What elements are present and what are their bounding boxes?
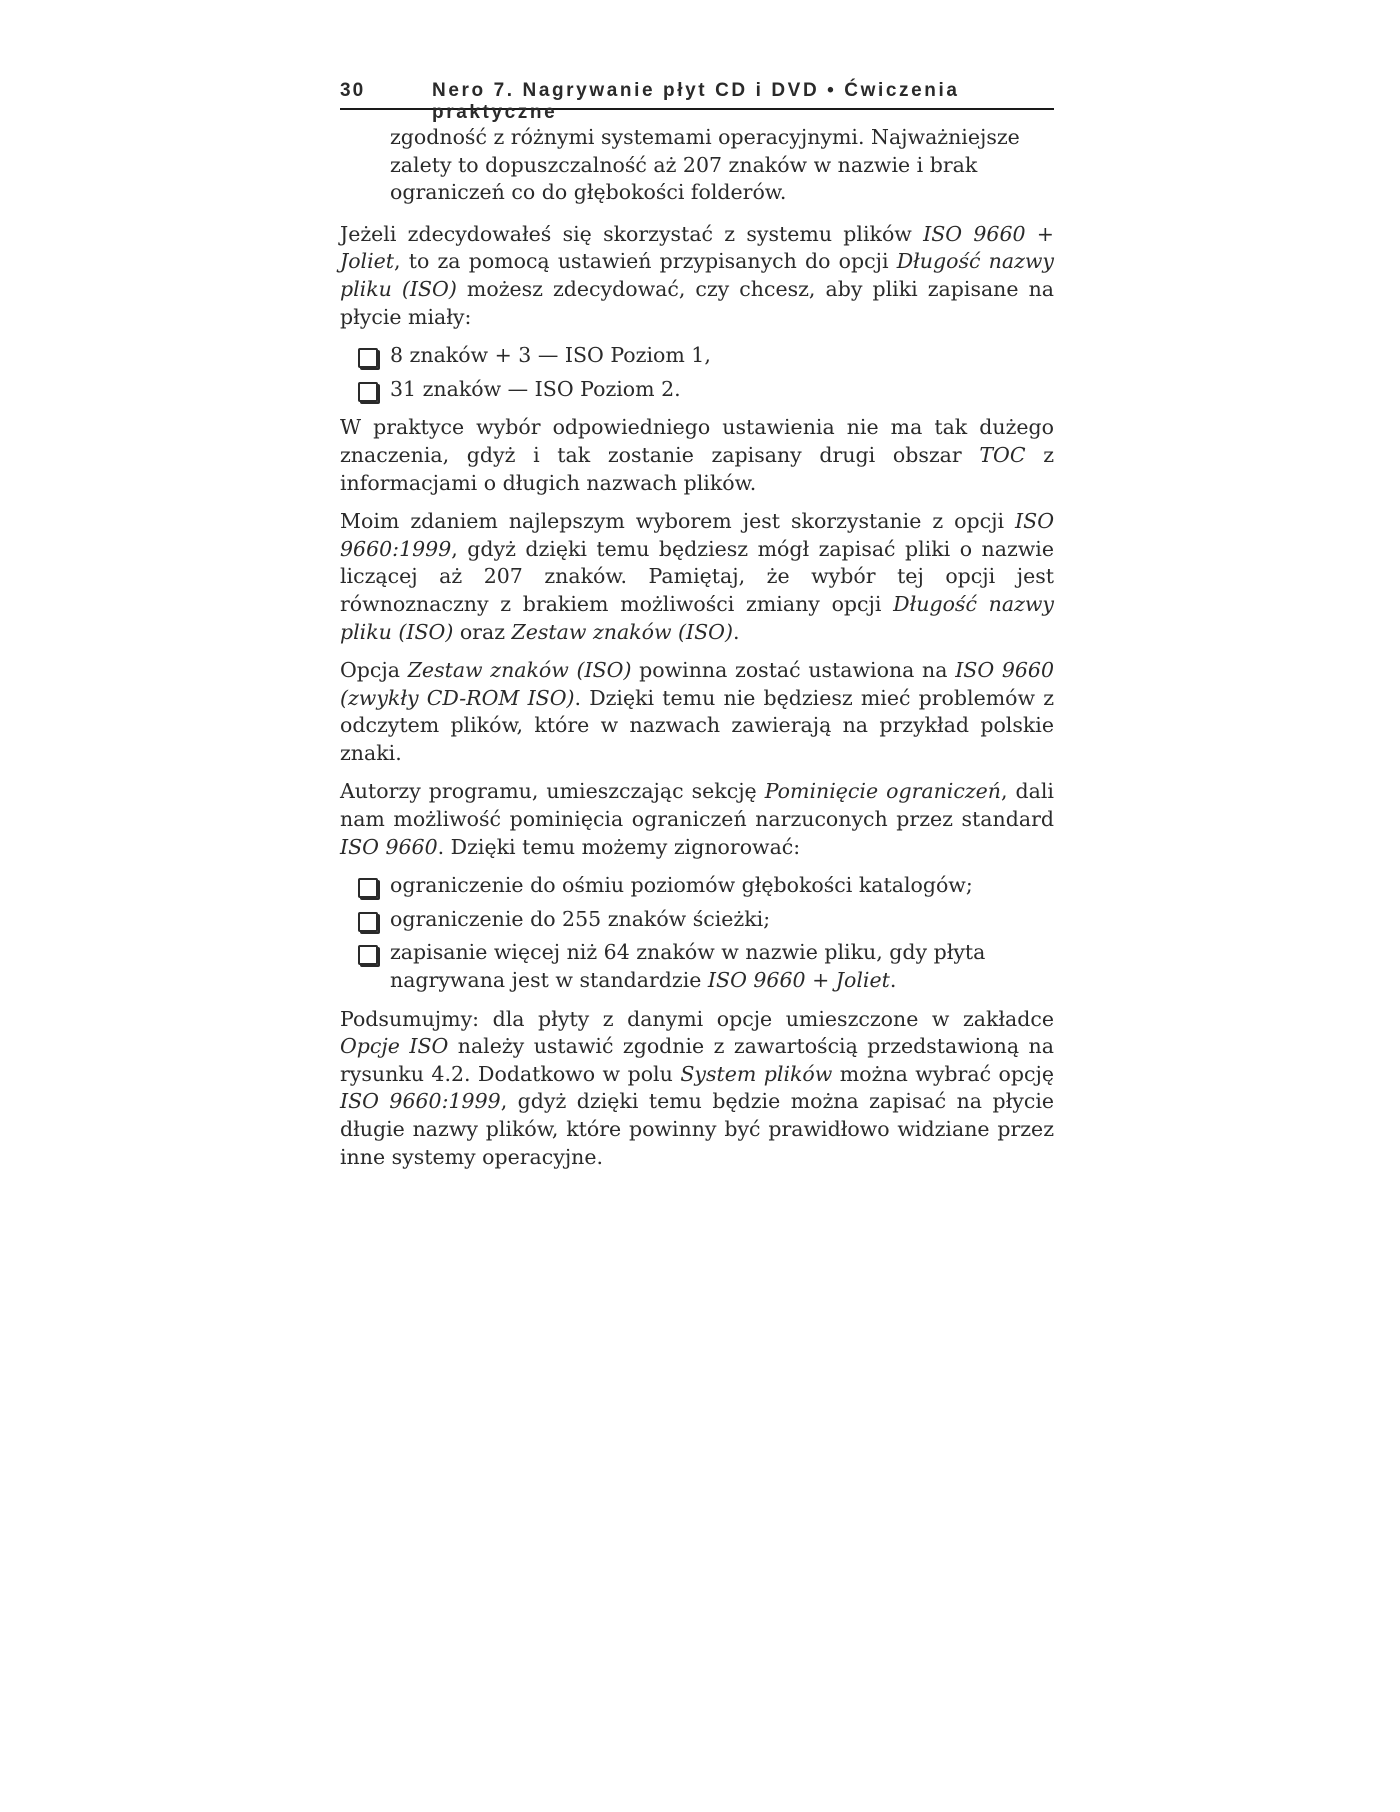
list-item-text: ograniczenie do ośmiu poziomów głębokości katalogów;: [390, 873, 973, 898]
paragraph-charset: [340, 657, 1054, 767]
text-run: Autorzy programu, umieszczając sekcję: [340, 779, 765, 804]
italic-term: ISO 9660 (zwykły CD-ROM ISO): [340, 658, 1054, 710]
checkbox-bullet-icon: [358, 878, 378, 898]
paragraph-file-system: [340, 221, 1054, 331]
running-title: Nero 7. Nagrywanie płyt CD i DVD • Ćwiczenia praktyczne: [432, 80, 960, 123]
paragraph-authors: [340, 778, 1054, 861]
paragraph-opinion: [340, 508, 1054, 646]
text-run: , to za pomocą ustawień przypisanych do opcji: [394, 249, 897, 274]
text-run: należy ustawić zgodnie z zawartością przedstawioną na rysunku 4.2. Dodatkowo w polu: [340, 1034, 1054, 1086]
list-item: [340, 906, 1054, 934]
italic-term: ISO 9660: [340, 834, 438, 859]
text-run: .: [732, 619, 740, 644]
checkbox-bullet-icon: [358, 945, 378, 965]
italic-term: Długość nazwy pliku (ISO): [340, 249, 1055, 301]
text-run: oraz: [453, 619, 512, 644]
list-item-text: 31 znaków — ISO Poziom 2.: [390, 376, 681, 401]
text-run: , gdyż dzięki temu będzie można zapisać na płycie długie nazwy plików, które powinny być prawidłowo widziane przez inne systemy operacyjne.: [340, 1089, 1055, 1169]
continued-paragraph: zgodność z różnymi systemami operacyjnymi. Najważniejsze zalety to dopuszczalność aż 207 znaków w nazwie i brak ograniczeń co do głębokości folderów.: [390, 125, 1020, 205]
italic-term: Zestaw znaków (ISO): [511, 619, 733, 644]
italic-term: ISO 9660:1999: [340, 1089, 501, 1114]
checkbox-bullet-icon: [358, 382, 378, 402]
italic-term: TOC: [979, 442, 1026, 467]
paragraph-summary: [340, 1006, 1054, 1172]
text-run: Jeżeli zdecydowałeś się skorzystać z systemu plików: [340, 221, 924, 246]
text-run: możesz zdecydować, czy chcesz, aby pliki zapisane na płycie miały:: [340, 276, 1054, 329]
text-run: Podsumujmy: dla płyty z danymi opcje umieszczone w zakładce: [340, 1006, 1054, 1031]
page-number: 30: [340, 80, 366, 101]
list-item-text: zapisanie więcej niż 64 znaków w nazwie pliku, gdy płyta nagrywana jest w standardzie: [390, 940, 986, 993]
italic-term: ISO 9660 + Joliet: [340, 221, 1054, 274]
text-run: , gdyż dzięki temu będziesz mógł zapisać pliki o nazwie liczącej aż 207 znaków. Pamiętaj, że wybór tej opcji jest równoznaczny z brakiem możliwości zmiany opcji: [340, 536, 1054, 616]
text-run: . Dzięki temu nie będziesz mieć problemów z odczytem plików, które w nazwach zawierają na przykład polskie znaki.: [340, 685, 1054, 765]
text-run: Opcja: [340, 658, 408, 683]
paragraph-practice: [340, 414, 1054, 497]
italic-term: Długość nazwy pliku (ISO): [340, 591, 1055, 644]
running-header: [340, 78, 1054, 123]
bullet-list-restrictions: [340, 872, 1054, 994]
text-run: Moim zdaniem najlepszym wyborem jest skorzystanie z opcji: [340, 509, 1016, 534]
italic-term: ISO 9660:1999: [340, 509, 1054, 561]
italic-term: ISO 9660 + Joliet: [707, 968, 890, 993]
book-page: [340, 78, 1054, 1182]
list-item: [340, 376, 1054, 404]
text-run: można wybrać opcję: [832, 1061, 1054, 1086]
text-run: powinna zostać ustawiona na: [631, 658, 956, 683]
italic-term: System plików: [680, 1061, 833, 1086]
italic-term: Zestaw znaków (ISO): [407, 658, 632, 683]
text-run: , dali nam możliwość pominięcia ograniczeń narzuconych przez standard: [340, 779, 1054, 832]
list-item: [340, 342, 1054, 370]
text-run: . Dzięki temu możemy zignorować:: [437, 834, 801, 859]
page-body: [340, 124, 1054, 1171]
text-run: z informacjami o długich nazwach plików.: [340, 442, 1054, 495]
checkbox-bullet-icon: [358, 348, 378, 368]
list-item: [340, 939, 1054, 994]
list-item-text: .: [889, 968, 897, 993]
text-run: W praktyce wybór odpowiedniego ustawienia nie ma tak dużego znaczenia, gdyż i tak zostanie zapisany drugi obszar: [340, 415, 1054, 467]
italic-term: Opcje ISO: [340, 1034, 449, 1059]
list-item-text: 8 znaków + 3 — ISO Poziom 1,: [390, 343, 711, 368]
list-item-text: ograniczenie do 255 znaków ścieżki;: [390, 906, 771, 931]
checkbox-bullet-icon: [358, 912, 378, 932]
italic-term: Pominięcie ograniczeń: [764, 779, 1001, 804]
bullet-list-levels: [340, 342, 1054, 403]
list-item: [340, 872, 1054, 900]
